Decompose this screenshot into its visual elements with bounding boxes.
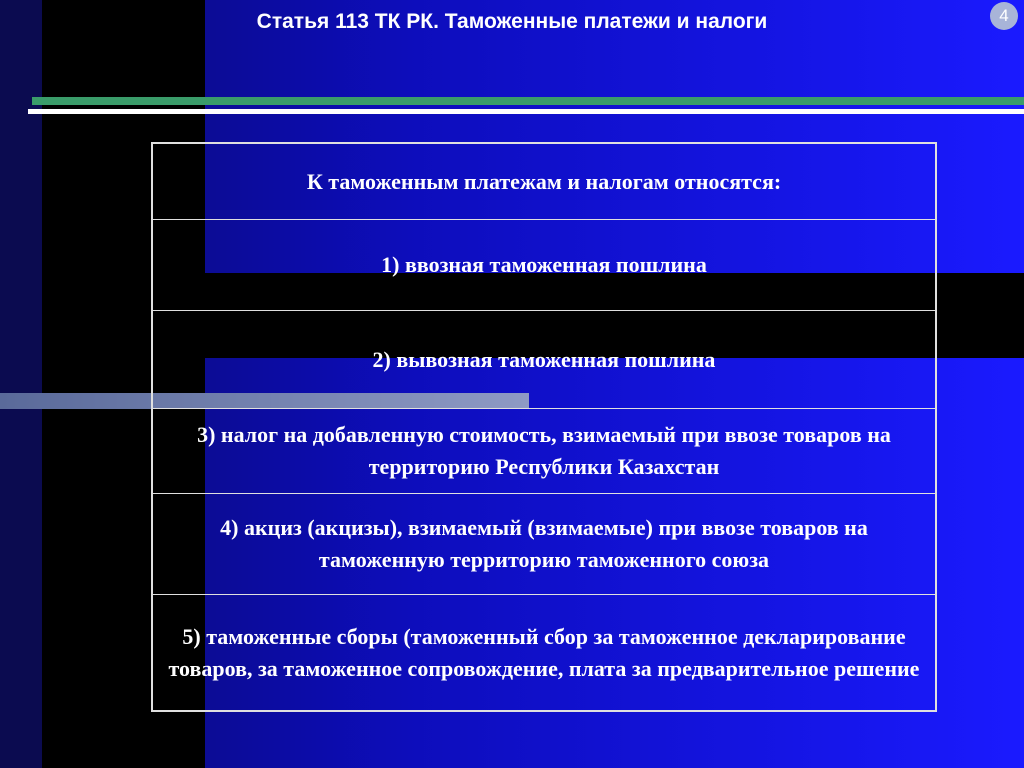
title-divider-white (28, 109, 1024, 114)
table-header-row: К таможенным платежам и налогам относятся: (306, 168, 782, 194)
slide-title: Статья 113 ТК РК. Таможенные платежи и налоги (256, 10, 768, 33)
table-row: 3) налог на добавленную стоимость, взимаемый при ввозе товаров на территорию Республики Казахстан (153, 408, 935, 493)
title-divider-green (32, 97, 1024, 105)
table-row: 2) вывозная таможенная пошлина (153, 310, 935, 408)
background-left-strip (0, 0, 42, 768)
table-row: 1) ввозная таможенная пошлина (153, 219, 935, 310)
table-row: 5) таможенные сборы (таможенный сбор за таможенное декларирование товаров, за таможенное сопровождение, плата за предварительное решение (153, 594, 935, 710)
page-number-badge: 4 (990, 2, 1018, 30)
payments-table (151, 142, 937, 712)
table-row: 4) акциз (акцизы), взимаемый (взимаемые) при ввозе товаров на таможенную территорию таможенного союза (153, 493, 935, 594)
